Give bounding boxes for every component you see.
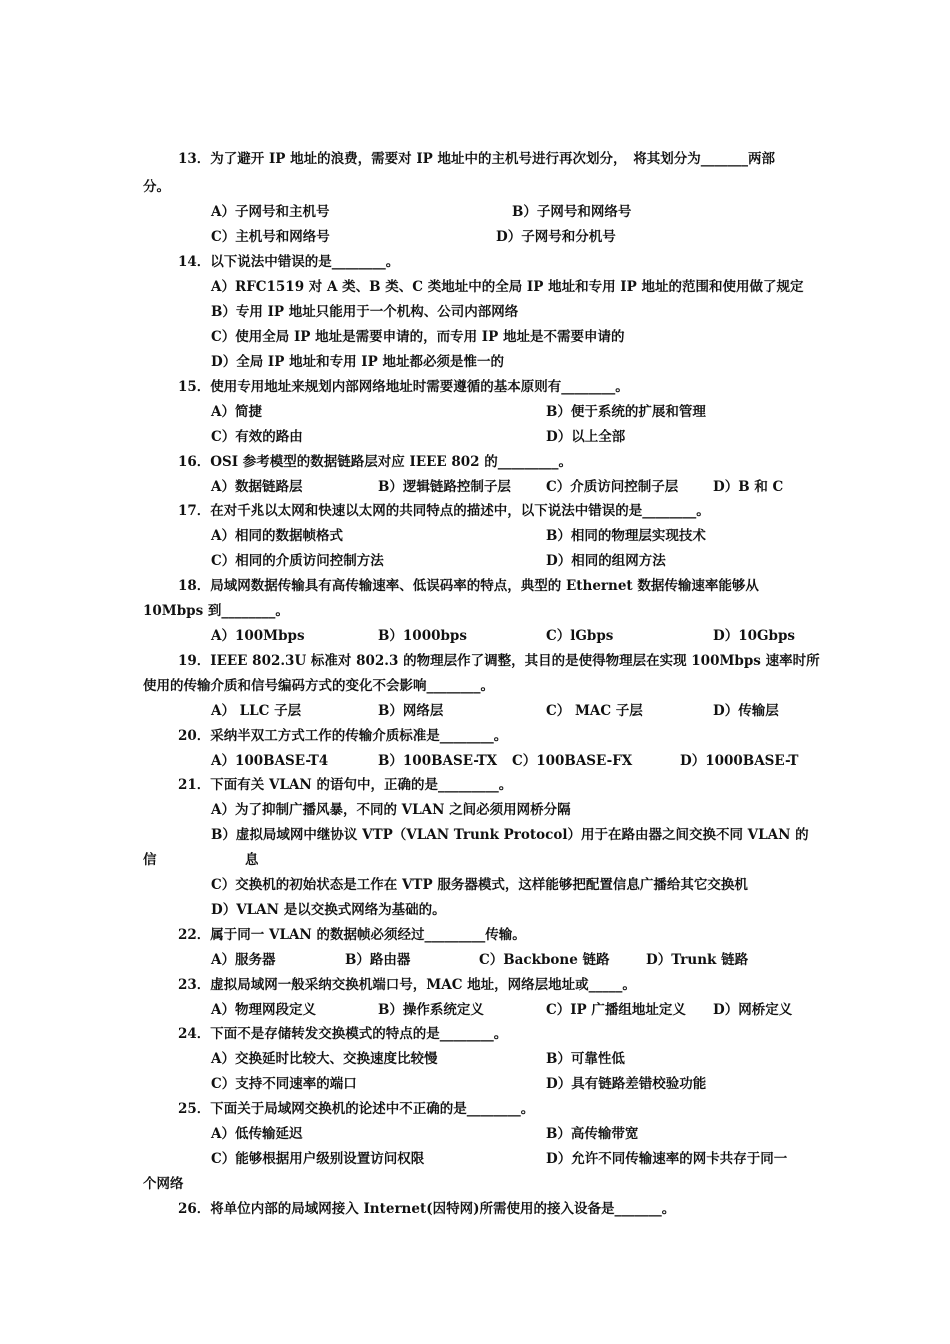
option-b: B）操作系统定义 xyxy=(378,1002,484,1018)
option-d-cont: 个网络 xyxy=(143,1176,184,1192)
option-a: A）相同的数据帧格式 xyxy=(211,528,343,544)
option-b: B）便于系统的扩展和管理 xyxy=(546,404,706,420)
question-26: 26．将单位内部的局域网接入 Internet(因特网)所需使用的接入设备是_______。 xyxy=(178,1201,676,1217)
option-c: C）支持不同速率的端口 xyxy=(211,1076,357,1092)
option-d: D）全局 IP 地址和专用 IP 地址都必须是惟一的 xyxy=(211,354,504,370)
question-19: 19．IEEE 802.3U 标准对 802.3 的物理层作了调整，其目的是使得物理层在实现 100Mbps 速率时所 xyxy=(178,653,820,669)
option-b: B）虚拟局域网中继协议 VTP（VLAN Trunk Protocol）用于在路由器之间交换不同 VLAN 的 xyxy=(211,827,809,843)
option-a: A）交换延时比较大、交换速度比较慢 xyxy=(211,1051,438,1067)
option-c: C）有效的路由 xyxy=(211,429,303,445)
option-c: C）100BASE-FX xyxy=(512,753,633,769)
option-d: D）传输层 xyxy=(713,703,779,719)
option-b-cont: 信 xyxy=(143,852,157,868)
option-c: C）能够根据用户级别设置访问权限 xyxy=(211,1151,425,1167)
option-b: B）可靠性低 xyxy=(546,1051,625,1067)
option-d: D）以上全部 xyxy=(546,429,626,445)
question-13: 13．为了避开 IP 地址的浪费，需要对 IP 地址中的主机号进行再次划分， 将其划分为_______两部 xyxy=(178,151,776,167)
question-16: 16．OSI 参考模型的数据链路层对应 IEEE 802 的_________。 xyxy=(178,454,573,470)
option-c: C）相同的介质访问控制方法 xyxy=(211,553,384,569)
option-b: B）网络层 xyxy=(378,703,444,719)
option-b-cont-2: 息 xyxy=(245,852,259,868)
option-d: D）子网号和分机号 xyxy=(496,229,616,245)
option-b: B）专用 IP 地址只能用于一个机构、公司内部网络 xyxy=(211,304,519,320)
option-c: C）主机号和网络号 xyxy=(211,229,330,245)
option-a: A）为了抑制广播风暴，不同的 VLAN 之间必须用网桥分隔 xyxy=(211,802,571,818)
option-b: B）1000bps xyxy=(378,628,467,644)
question-15: 15．使用专用地址来规划内部网络地址时需要遵循的基本原则有________。 xyxy=(178,379,629,395)
option-b: B）高传输带宽 xyxy=(546,1126,639,1142)
question-17: 17．在对千兆以太网和快速以太网的共同特点的描述中，以下说法中错误的是________。 xyxy=(178,503,710,519)
question-21: 21．下面有关 VLAN 的语句中，正确的是_________。 xyxy=(178,777,513,793)
option-a: A）低传输延迟 xyxy=(211,1126,303,1142)
option-d: D）相同的组网方法 xyxy=(546,553,666,569)
question-19-cont: 使用的传输介质和信号编码方式的变化不会影响________。 xyxy=(143,678,494,694)
option-a: A）子网号和主机号 xyxy=(211,204,330,220)
option-a: A） LLC 子层 xyxy=(211,703,302,719)
option-d: D）Trunk 链路 xyxy=(646,952,749,968)
question-13-cont: 分。 xyxy=(143,179,170,195)
option-b: B）路由器 xyxy=(345,952,411,968)
option-d: D）B 和 C xyxy=(713,479,784,495)
option-a: A）服务器 xyxy=(211,952,276,968)
question-24: 24．下面不是存储转发交换模式的特点的是________。 xyxy=(178,1026,508,1042)
option-d: D）网桥定义 xyxy=(713,1002,793,1018)
question-25: 25．下面关于局域网交换机的论述中不正确的是________。 xyxy=(178,1101,535,1117)
option-a: A）100BASE-T4 xyxy=(211,753,329,769)
question-18: 18．局域网数据传输具有高传输速率、低误码率的特点，典型的 Ethernet 数据传输速率能够从 xyxy=(178,578,759,594)
option-d: D）VLAN 是以交换式网络为基础的。 xyxy=(211,902,446,918)
option-d: D）10Gbps xyxy=(713,628,796,644)
option-a: A）100Mbps xyxy=(211,628,305,644)
option-a: A）物理网段定义 xyxy=(211,1002,316,1018)
question-14: 14．以下说法中错误的是________。 xyxy=(178,254,400,270)
option-a: A）RFC1519 对 A 类、B 类、C 类地址中的全局 IP 地址和专用 IP 地址的范围和使用做了规定 xyxy=(211,279,804,295)
option-c: C）Backbone 链路 xyxy=(479,952,610,968)
option-a: A）简捷 xyxy=(211,404,262,420)
option-a: A）数据链路层 xyxy=(211,479,303,495)
option-c: C）使用全局 IP 地址是需要申请的，而专用 IP 地址是不需要申请的 xyxy=(211,329,625,345)
question-22: 22．属于同一 VLAN 的数据帧必须经过_________传输。 xyxy=(178,927,526,943)
question-23: 23．虚拟局域网一般采纳交换机端口号，MAC 地址，网络层地址或_____。 xyxy=(178,977,636,993)
option-b: B）相同的物理层实现技术 xyxy=(546,528,706,544)
question-20: 20．采纳半双工方式工作的传输介质标准是________。 xyxy=(178,728,508,744)
question-18-cont: 10Mbps 到________。 xyxy=(143,603,289,619)
option-b: B）逻辑链路控制子层 xyxy=(378,479,511,495)
option-b: B）100BASE-TX xyxy=(378,753,498,769)
option-b: B）子网号和网络号 xyxy=(512,204,632,220)
option-c: C）IP 广播组地址定义 xyxy=(546,1002,686,1018)
option-d: D）1000BASE-T xyxy=(680,753,799,769)
option-d: D）允许不同传输速率的网卡共存于同一 xyxy=(546,1151,788,1167)
option-c: C）交换机的初始状态是工作在 VTP 服务器模式，这样能够把配置信息广播给其它交换机 xyxy=(211,877,748,893)
option-d: D）具有链路差错校验功能 xyxy=(546,1076,707,1092)
option-c: C）lGbps xyxy=(546,628,614,644)
option-c: C）介质访问控制子层 xyxy=(546,479,679,495)
option-c: C） MAC 子层 xyxy=(546,703,643,719)
